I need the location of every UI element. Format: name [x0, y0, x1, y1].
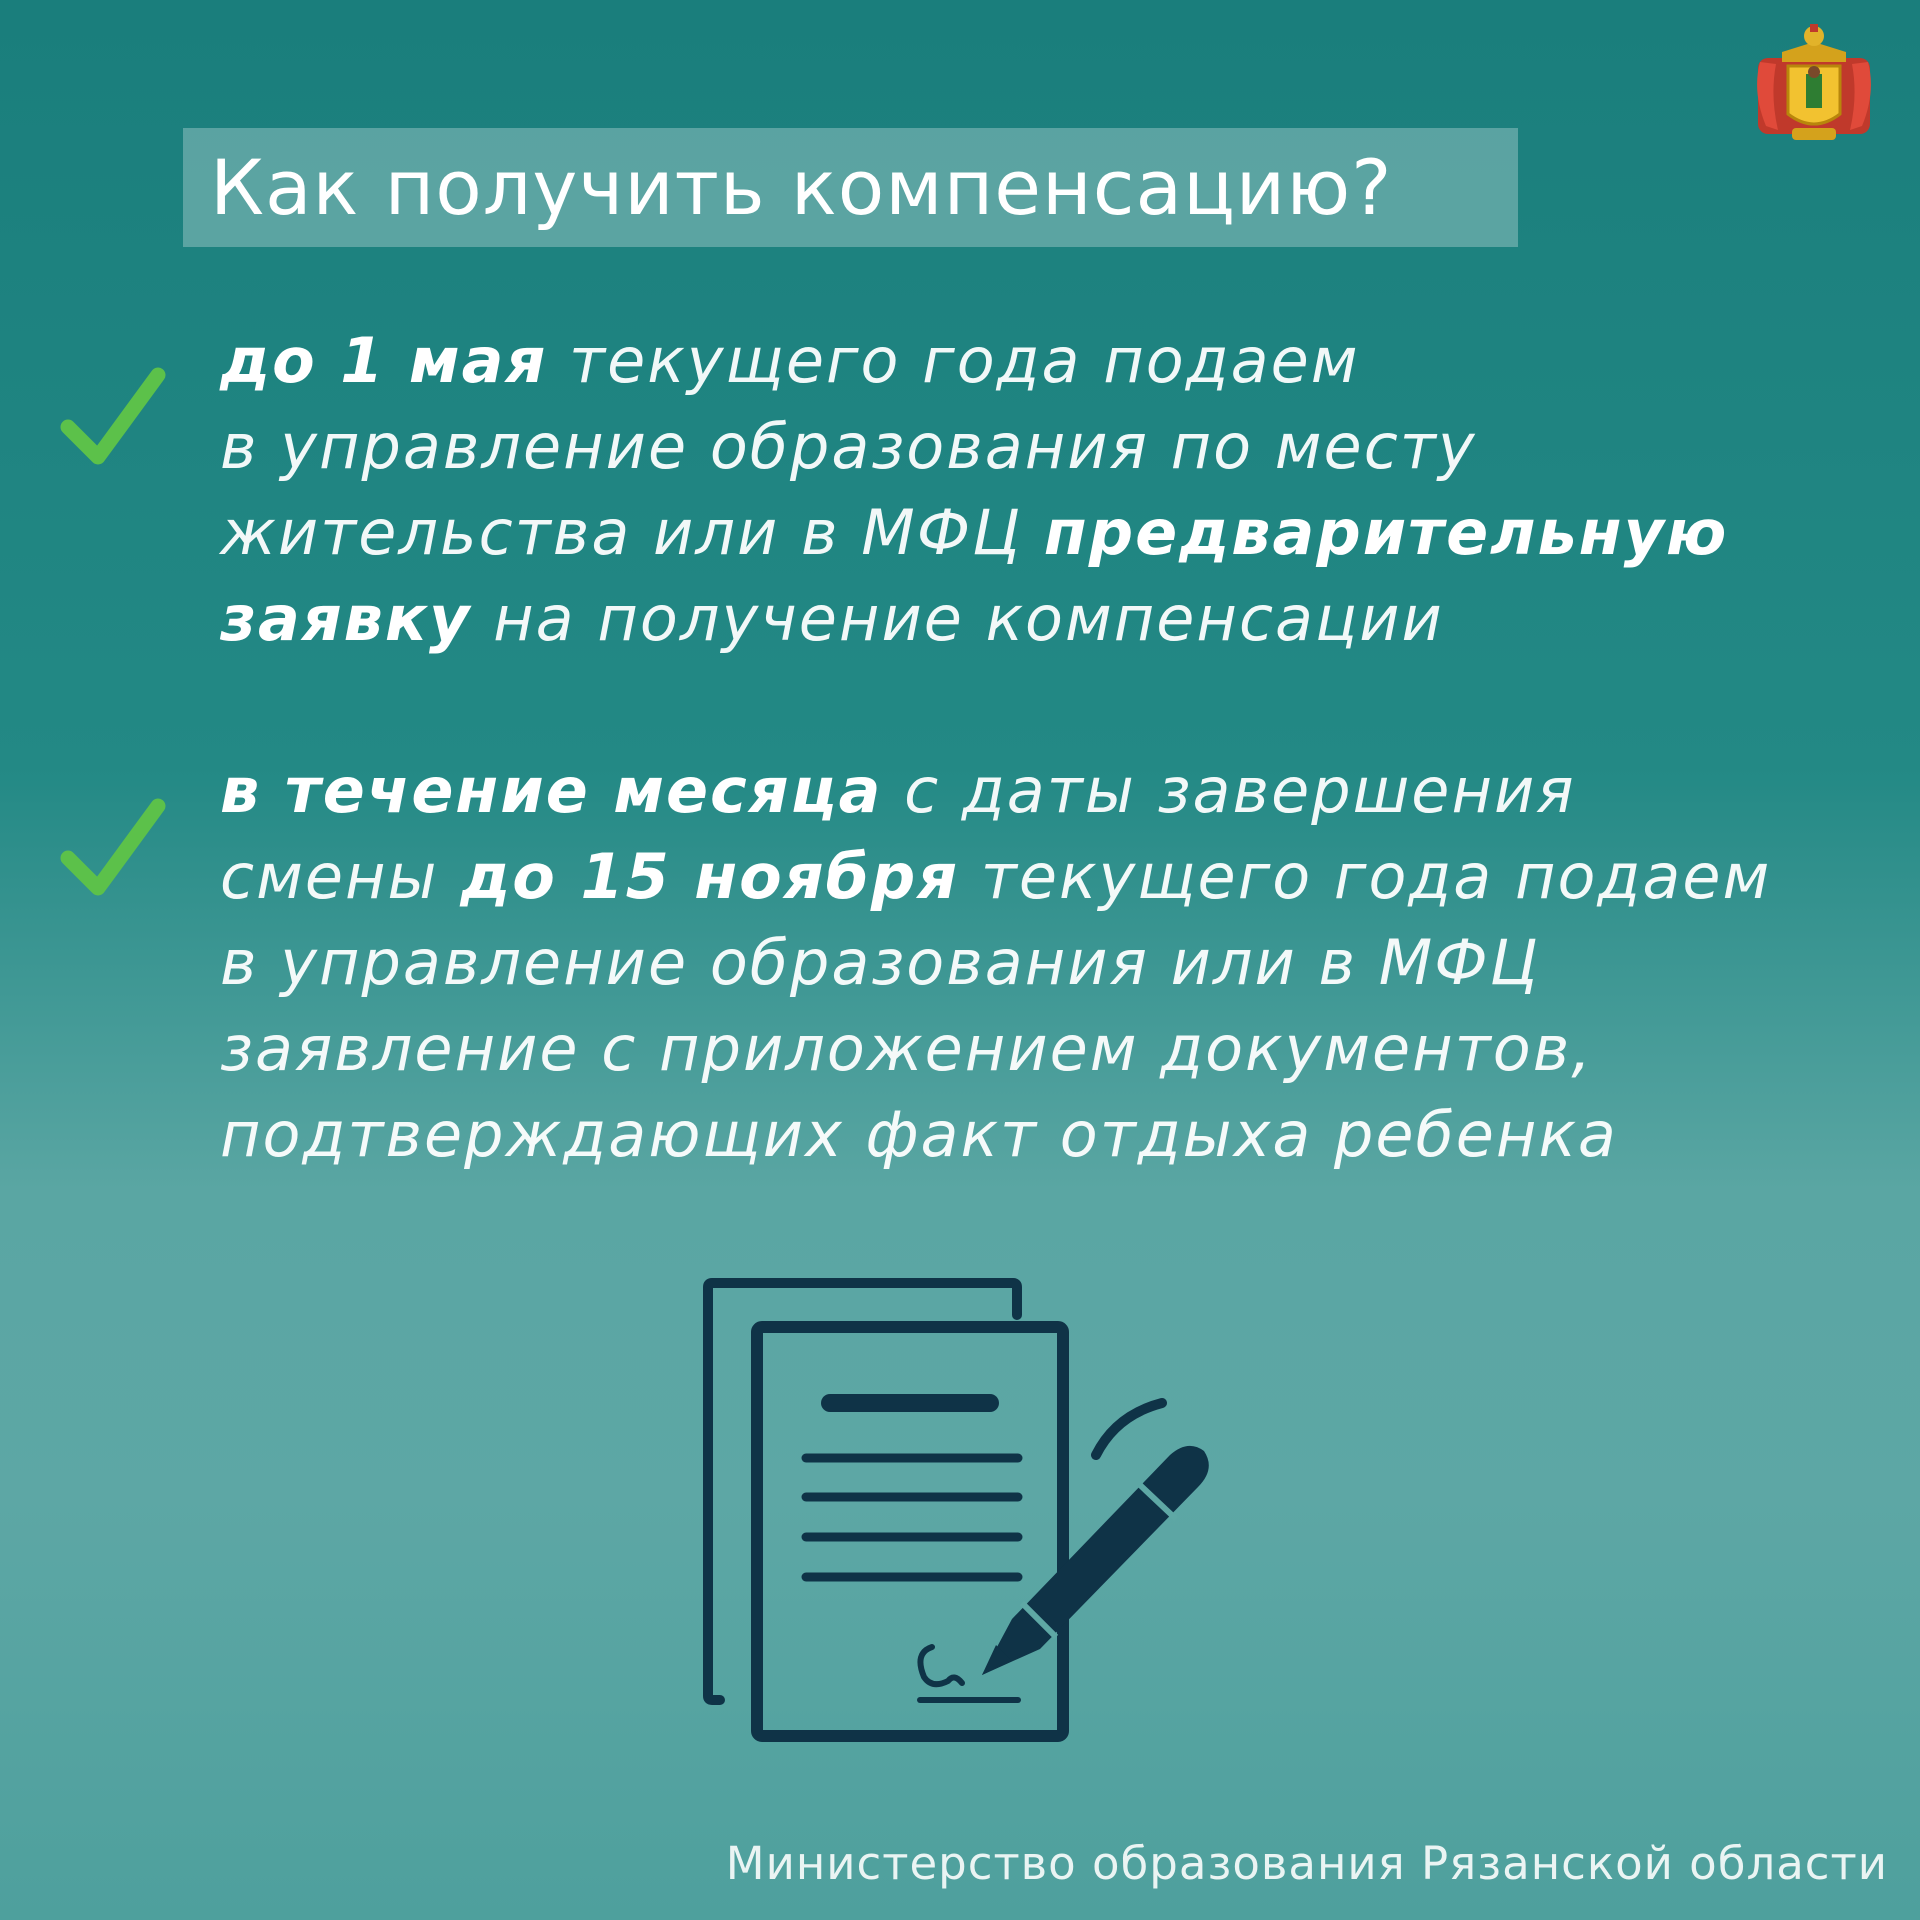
check-mark-icon	[58, 796, 168, 906]
coat-of-arms-icon	[1752, 22, 1876, 150]
text-line: в управление образования или в МФЦ	[220, 926, 1540, 999]
text-line: в управление образования по месту	[220, 410, 1477, 483]
item-text	[220, 318, 1860, 662]
text-line: заявление с приложением документов,	[220, 1012, 1593, 1085]
document-signing-icon	[700, 1275, 1240, 1745]
emphasis-text: заявку	[220, 582, 472, 655]
emphasis-text: предварительную	[1043, 496, 1729, 569]
text-line: смены до 15 ноября текущего года подаем	[220, 840, 1772, 913]
emphasis-text: до 1 мая	[220, 324, 548, 397]
emphasis-text: в течение месяца	[220, 754, 883, 827]
text-line: до 1 мая текущего года подаем	[220, 324, 1360, 397]
item-text	[220, 748, 1860, 1178]
page-title: Как получить компенсацию?	[210, 143, 1393, 232]
text-line: жительства или в МФЦ предварительную	[220, 496, 1729, 569]
text-line: заявку на получение компенсации	[220, 582, 1444, 655]
text-line: подтверждающих факт отдыха ребенка	[220, 1098, 1618, 1171]
check-mark-icon	[58, 365, 168, 475]
text-line: в течение месяца с даты завершения	[220, 754, 1576, 827]
emphasis-text: до 15 ноября	[460, 840, 960, 913]
footer-ministry: Министерство образования Рязанской области	[725, 1837, 1888, 1890]
